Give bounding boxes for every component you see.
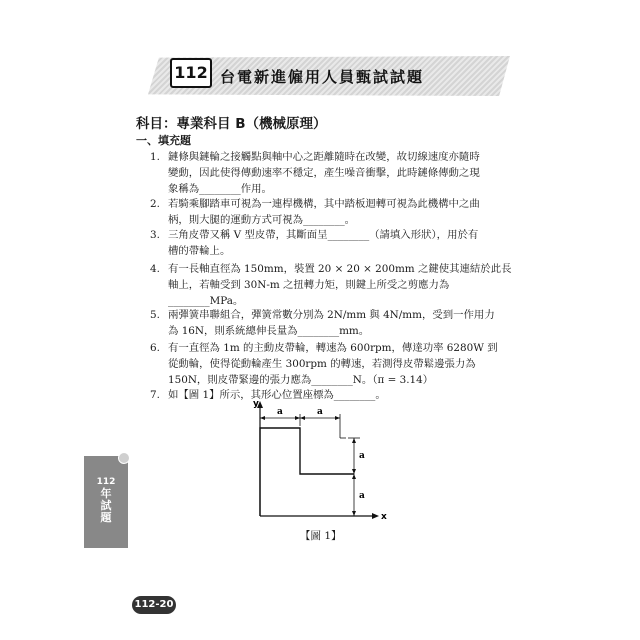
question-line: 150N，則皮帶緊邊的張力應為________N。（π = 3.14） — [168, 374, 434, 386]
question-6 — [150, 340, 502, 388]
figure-1-diagram — [250, 398, 400, 528]
side-tab-dot — [118, 452, 130, 464]
question-line: 柄，則大腿的運動方式可視為________。 — [168, 214, 356, 226]
exam-title: 台電新進僱用人員甄試試題 — [220, 68, 425, 86]
year-badge: 112 — [170, 58, 212, 88]
question-line: 從動輪，使得從動輪產生 300rpm 的轉速，若測得皮帶鬆邊張力為 — [168, 358, 476, 370]
question-number: 5. — [150, 309, 160, 321]
figure-caption: 【圖 1】 — [300, 530, 342, 542]
question-number: 7. — [150, 389, 160, 401]
question-line: 兩彈簧串聯組合，彈簧常數分別為 2N/mm 與 4N/mm，受到一作用力 — [168, 309, 495, 321]
question-number: 3. — [150, 229, 160, 241]
question-line: 如【圖 1】所示，其形心位置座標為________。 — [168, 389, 386, 401]
question-3 — [150, 227, 502, 259]
side-tab-char: 年 — [100, 487, 112, 500]
question-5 — [150, 307, 502, 339]
question-line: 若騎乘腳踏車可視為一連桿機構，其中踏板迴轉可視為此機構中之曲 — [168, 198, 480, 210]
question-line: 有一直徑為 1m 的主動皮帶輪，轉速為 600rpm，傳達功率 6280W 到 — [168, 342, 498, 354]
question-line: 槽的帶輪上。 — [168, 245, 231, 257]
question-line: 變動，因此使得傳動速率不穩定，產生噪音衝擊，此時鏈條傳動之現 — [168, 167, 480, 179]
side-tab-year: 112 — [96, 477, 116, 487]
question-number: 1. — [150, 151, 160, 163]
dimension-label-top-left: a — [277, 407, 283, 417]
section-heading: 一、填充題 — [136, 134, 191, 147]
side-tab-text — [96, 476, 116, 524]
question-line: 三角皮帶又稱 V 型皮帶，其斷面呈________（請填入形狀），用於有 — [168, 229, 479, 241]
dimension-label-right-lower: a — [359, 491, 365, 501]
dimension-label-top-right: a — [317, 407, 323, 417]
x-axis-label: x — [381, 512, 387, 522]
subject-heading: 科目：專業科目 B（機械原理） — [136, 116, 327, 132]
question-number: 2. — [150, 198, 160, 210]
question-line: ________MPa。 — [168, 295, 244, 307]
dimension-label-right-upper: a — [359, 451, 365, 461]
question-line: 軸上，若軸受到 30N-m 之扭轉力矩，則鍵上所受之剪應力為 — [168, 279, 450, 291]
question-line: 象稱為________作用。 — [168, 183, 272, 195]
y-axis-label: y — [253, 399, 259, 409]
question-line: 為 16N，則系統總伸長量為________mm。 — [168, 325, 370, 337]
page-number: 112-20 — [132, 596, 176, 614]
question-number: 6. — [150, 342, 160, 354]
question-4 — [150, 261, 512, 309]
question-2 — [150, 196, 502, 228]
side-tab-char: 題 — [100, 511, 112, 524]
question-number: 4. — [150, 263, 160, 275]
question-line: 鏈條與鏈輪之接觸點與軸中心之距離隨時在改變，故切線速度亦隨時 — [168, 151, 480, 163]
side-tab-char: 試 — [100, 499, 112, 512]
question-line: 有一長軸直徑為 150mm，裝置 20 × 20 × 200mm 之鍵使其連結於此長 — [168, 263, 512, 275]
question-1 — [150, 149, 502, 197]
